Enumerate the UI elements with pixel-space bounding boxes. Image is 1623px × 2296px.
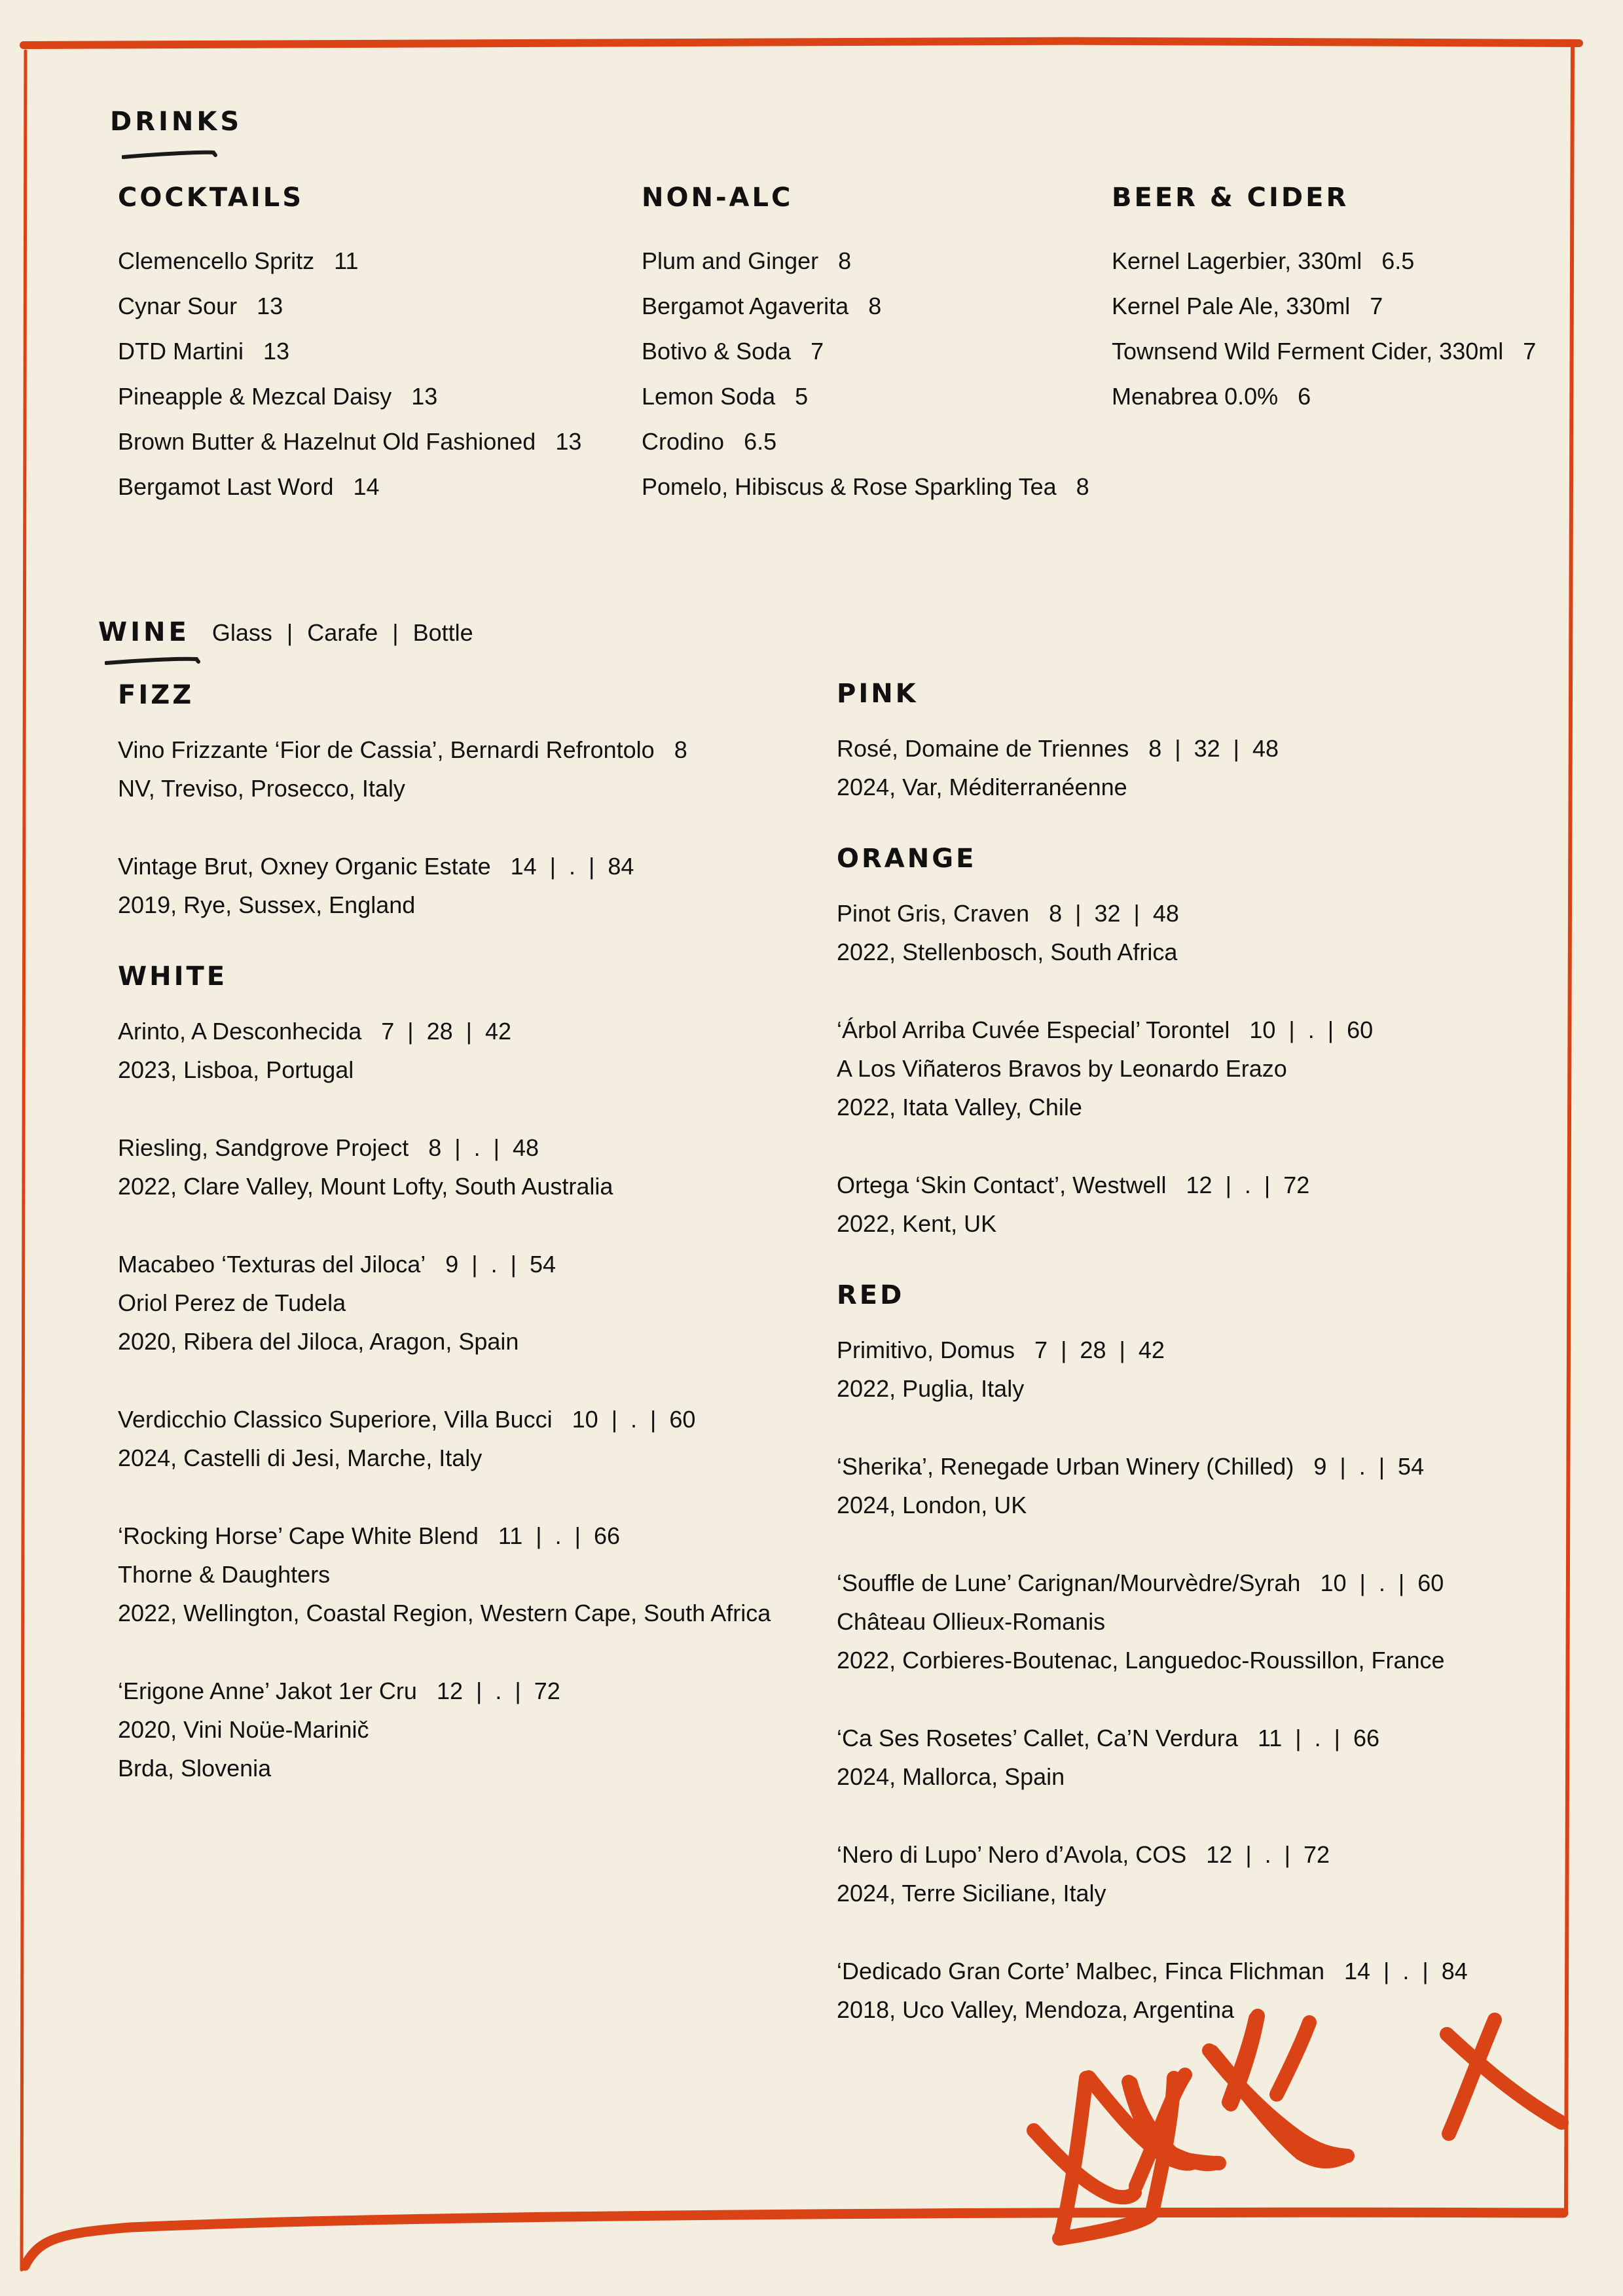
cocktails-section	[118, 185, 581, 509]
fizz-section	[118, 682, 812, 924]
kiss-marks-icon	[1059, 2077, 1214, 2238]
wine-item: Macabeo ‘Texturas del Jiloca’ 9 | . | 54 Oriol Perez de Tudela 2020, Ribera del Jiloca, Aragon, Spain	[118, 1251, 556, 1355]
orange-heading: ORANGE	[837, 844, 977, 874]
menu-item: Kernel Pale Ale, 330ml 7	[1112, 293, 1383, 319]
beer-cider-list	[1112, 238, 1536, 419]
wine-item: ‘Erigone Anne’ Jakot 1er Cru 12 | . | 72 2020, Vini Noüe-Marinič Brda, Slovenia	[118, 1677, 560, 1782]
wine-right-column	[837, 681, 1557, 2068]
orange-section	[837, 846, 1557, 1243]
drinks-title: DRINKS	[110, 107, 243, 137]
wine-item: Vintage Brut, Oxney Organic Estate 14 | . | 84 2019, Rye, Sussex, England	[118, 853, 634, 918]
frame-right-line	[1566, 47, 1573, 2211]
menu-item: Menabrea 0.0% 6	[1112, 383, 1311, 410]
menu-item: Cynar Sour 13	[118, 293, 283, 319]
menu-item: Crodino 6.5	[642, 428, 777, 455]
wine-item: Riesling, Sandgrove Project 8 | . | 48 2022, Clare Valley, Mount Lofty, South Australia	[118, 1134, 613, 1200]
cocktails-list	[118, 238, 581, 509]
wine-item: ‘Sherika’, Renegade Urban Winery (Chilled) 9 | . | 54 2024, London, UK	[837, 1453, 1425, 1518]
wine-item: Primitivo, Domus 7 | 28 | 42 2022, Puglia, Italy	[837, 1336, 1165, 1402]
menu-item: Townsend Wild Ferment Cider, 330ml 7	[1112, 338, 1537, 365]
wine-item: Arinto, A Desconhecida 7 | 28 | 42 2023, Lisboa, Portugal	[118, 1018, 512, 1083]
menu-item: Pineapple & Mezcal Daisy 13	[118, 383, 438, 410]
wine-item: Pinot Gris, Craven 8 | 32 | 48 2022, Stellenbosch, South Africa	[837, 900, 1179, 965]
drinks-underline	[122, 149, 253, 160]
red-heading: RED	[837, 1280, 905, 1310]
frame-top-line	[24, 41, 1579, 45]
non-alc-section	[642, 185, 1089, 509]
wine-item: ‘Nero di Lupo’ Nero d’Avola, COS 12 | . | 72 2024, Terre Siciliane, Italy	[837, 1841, 1330, 1907]
wine-item: Verdicchio Classico Superiore, Villa Bucci 10 | . | 60 2024, Castelli di Jesi, Marche, Italy	[118, 1406, 696, 1471]
beer-cider-section	[1112, 185, 1536, 419]
red-list	[837, 1331, 1557, 2029]
menu-item: Clemencello Spritz 11	[118, 247, 359, 274]
wine-title: WINE	[98, 617, 190, 647]
wine-item: ‘Ca Ses Rosetes’ Callet, Ca’N Verdura 11 | . | 66 2024, Mallorca, Spain	[837, 1725, 1380, 1790]
white-section	[118, 963, 812, 1787]
white-list	[118, 1012, 812, 1787]
wine-underline	[105, 656, 223, 666]
menu-item: Brown Butter & Hazelnut Old Fashioned 13	[118, 428, 582, 455]
drinks-header	[110, 109, 253, 160]
wine-item: ‘Dedicado Gran Corte’ Malbec, Finca Flichman 14 | . | 84 2018, Uco Valley, Mendoza, Argentina	[837, 1958, 1468, 2023]
fizz-list	[118, 730, 812, 924]
menu-item: Kernel Lagerbier, 330ml 6.5	[1112, 247, 1415, 274]
pink-heading: PINK	[837, 679, 919, 709]
orange-list	[837, 894, 1557, 1243]
menu-item: Bergamot Last Word 14	[118, 473, 380, 500]
wine-header	[98, 619, 488, 666]
non-alc-list	[642, 238, 1089, 509]
menu-item: Plum and Ginger 8	[642, 247, 852, 274]
wine-item: ‘Souffle de Lune’ Carignan/Mourvèdre/Syrah 10 | . | 60 Château Ollieux-Romanis 2022, Corbieres-Boutenac, Languedoc-Roussillon, France	[837, 1570, 1445, 1674]
wine-left-column	[118, 682, 812, 1827]
menu-item: DTD Martini 13	[118, 338, 290, 365]
frame-left-line	[22, 51, 26, 2270]
beer-cider-heading: BEER & CIDER	[1112, 183, 1349, 213]
menu-item: Pomelo, Hibiscus & Rose Sparkling Tea 8	[642, 473, 1089, 500]
frame-bottom-line	[25, 2212, 1563, 2266]
red-section	[837, 1282, 1557, 2029]
pink-list	[837, 729, 1557, 806]
fizz-heading: FIZZ	[118, 680, 194, 710]
non-alc-heading: NON-ALC	[642, 183, 793, 213]
menu-item: Bergamot Agaverita 8	[642, 293, 882, 319]
wine-item: Vino Frizzante ‘Fior de Cassia’, Bernardi Refrontolo 8 NV, Treviso, Prosecco, Italy	[118, 736, 687, 802]
wine-item: ‘Rocking Horse’ Cape White Blend 11 | . | 66 Thorne & Daughters 2022, Wellington, Coastal Region, Western Cape, South Africa	[118, 1522, 771, 1626]
wine-item: ‘Árbol Arriba Cuvée Especial’ Torontel 10 | . | 60 A Los Viñateros Bravos by Leonardo Erazo 2022, Itata Valley, Chile	[837, 1016, 1374, 1121]
wine-item: Ortega ‘Skin Contact’, Westwell 12 | . | 72 2022, Kent, UK	[837, 1172, 1310, 1237]
wine-size-legend: Glass | Carafe | Bottle	[211, 619, 473, 646]
pink-section	[837, 681, 1557, 806]
white-heading: WHITE	[118, 961, 228, 992]
wine-item: Rosé, Domaine de Triennes 8 | 32 | 48 2024, Var, Méditerranéenne	[837, 735, 1279, 800]
menu-item: Botivo & Soda 7	[642, 338, 824, 365]
menu-item: Lemon Soda 5	[642, 383, 809, 410]
cocktails-heading: COCKTAILS	[118, 183, 304, 213]
